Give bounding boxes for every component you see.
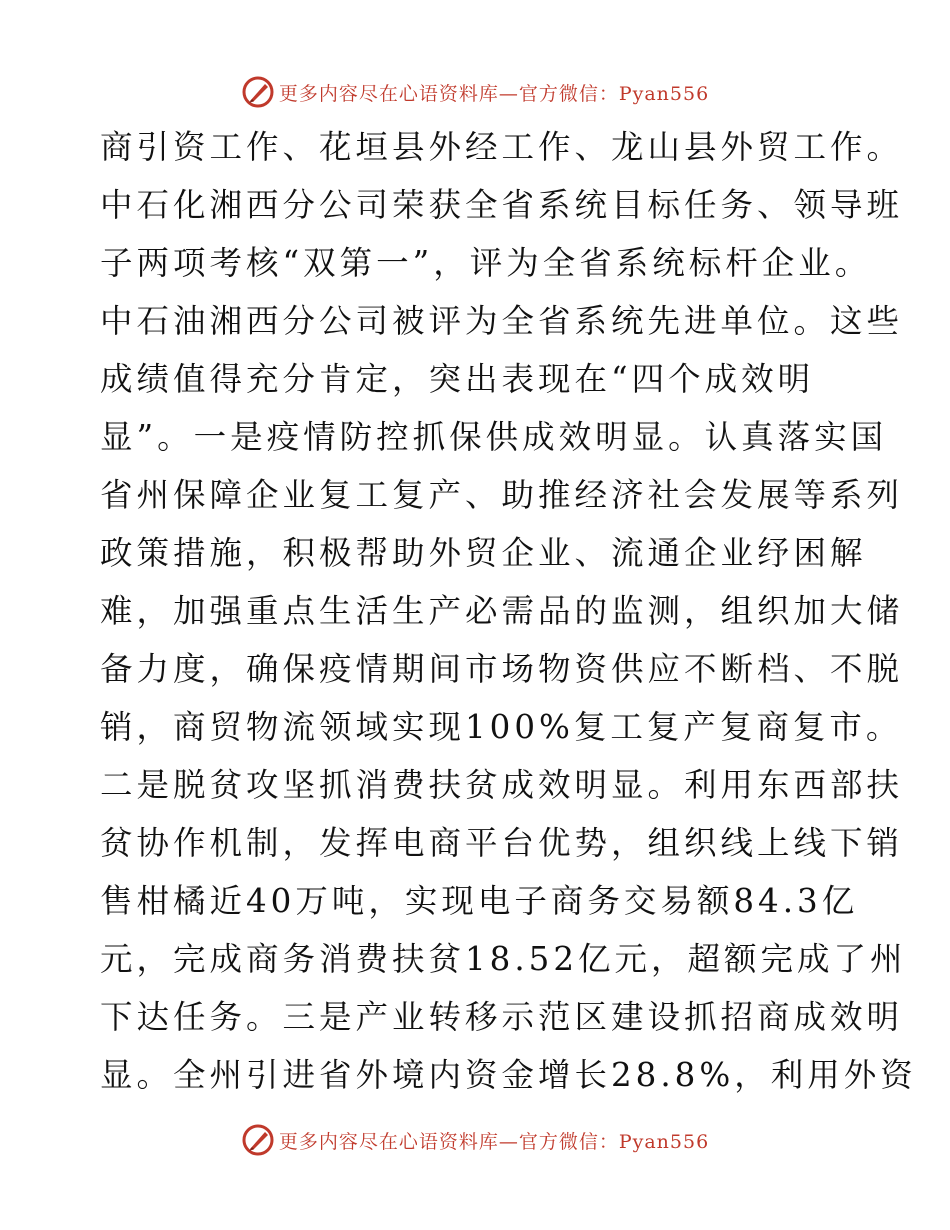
text-line: 下达任务。三是产业转移示范区建设抓招商成效明 bbox=[100, 998, 904, 1036]
quill-pen-logo-icon bbox=[241, 75, 275, 109]
header-banner bbox=[0, 72, 950, 112]
document-body bbox=[100, 118, 917, 1104]
text-line: 成绩值得充分肯定，突出表现在“四个成效明 bbox=[100, 360, 815, 398]
quill-pen-logo-icon bbox=[241, 1123, 275, 1157]
text-line: 售柑橘近40万吨，实现电子商务交易额84.3亿 bbox=[100, 882, 859, 920]
text-line: 显。全州引进省外境内资金增长28.8%，利用外资 bbox=[100, 1056, 917, 1094]
text-line: 备力度，确保疫情期间市场物资供应不断档、不脱 bbox=[100, 650, 904, 688]
text-line: 元，完成商务消费扶贫18.52亿元，超额完成了州 bbox=[100, 940, 907, 978]
text-line: 二是脱贫攻坚抓消费扶贫成效明显。利用东西部扶 bbox=[100, 766, 904, 804]
header-banner-text: 更多内容尽在心语资料库—官方微信：Pyan556 bbox=[278, 82, 710, 105]
text-line: 显”。一是疫情防控抓保供成效明显。认真落实国 bbox=[100, 418, 888, 456]
text-line: 商引资工作、花垣县外经工作、龙山县外贸工作。 bbox=[100, 128, 904, 166]
text-line: 政策措施，积极帮助外贸企业、流通企业纾困解 bbox=[100, 534, 867, 572]
text-line: 中石油湘西分公司被评为全省系统先进单位。这些 bbox=[100, 302, 904, 340]
footer-banner-text: 更多内容尽在心语资料库—官方微信：Pyan556 bbox=[278, 1130, 710, 1153]
text-line: 子两项考核“双第一”，评为全省系统标杆企业。 bbox=[100, 244, 872, 282]
text-line: 贫协作机制，发挥电商平台优势，组织线上线下销 bbox=[100, 824, 904, 862]
text-line: 销，商贸物流领域实现100%复工复产复商复市。 bbox=[100, 708, 903, 746]
text-line: 难，加强重点生活生产必需品的监测，组织加大储 bbox=[100, 592, 904, 630]
footer-banner bbox=[0, 1120, 950, 1160]
text-line: 中石化湘西分公司荣获全省系统目标任务、领导班 bbox=[100, 186, 904, 224]
text-line: 省州保障企业复工复产、助推经济社会发展等系列 bbox=[100, 476, 904, 514]
